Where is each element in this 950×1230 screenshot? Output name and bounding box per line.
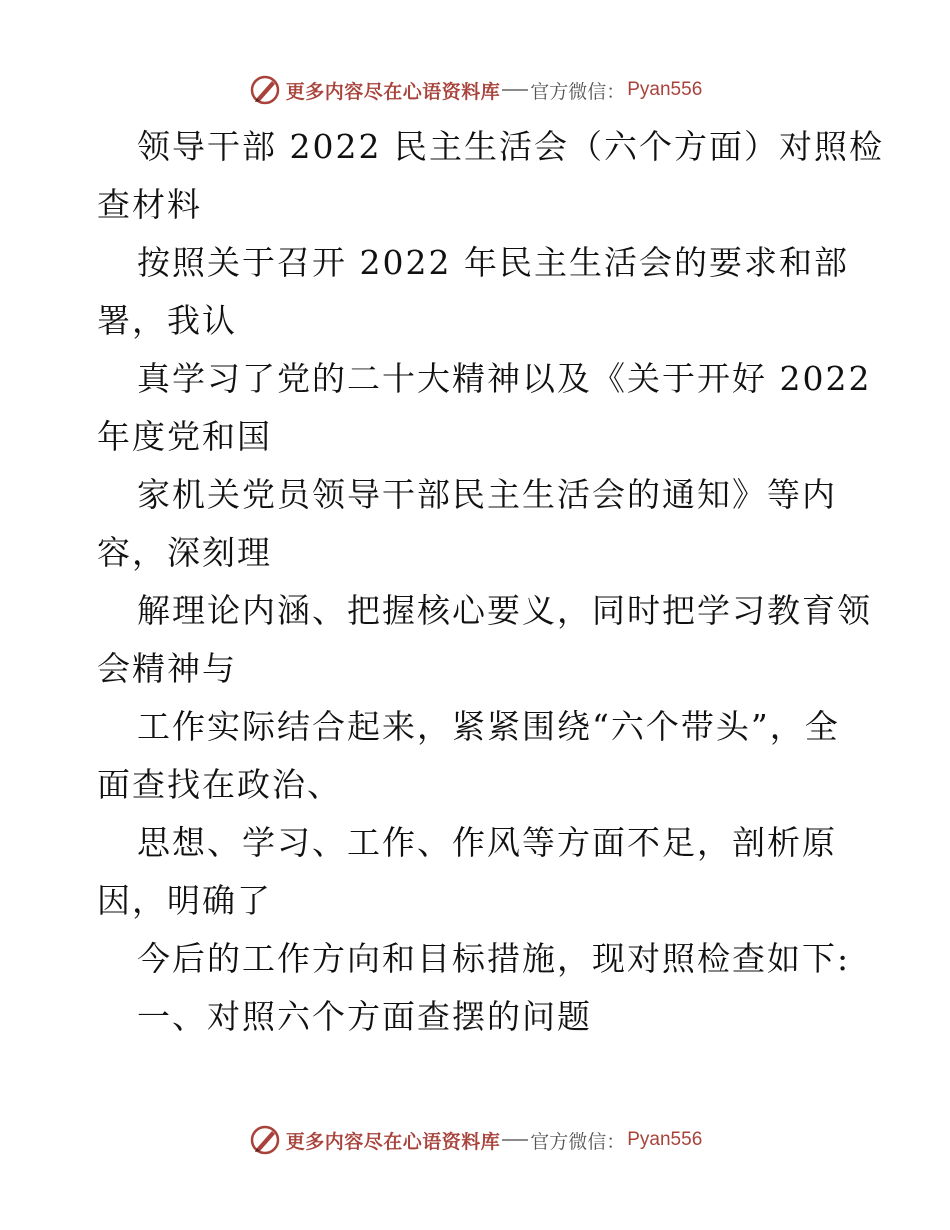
watermark-dash [502, 89, 528, 91]
text-line: 一、对照六个方面查摆的问题 [137, 997, 592, 1036]
header-watermark [0, 70, 950, 110]
text-line: 容，深刻理 [97, 533, 272, 572]
text-line: 会精神与 [97, 649, 237, 688]
document-body [97, 118, 884, 1046]
watermark-wechat-id: Pyan556 [627, 1129, 703, 1150]
text-line: 因，明确了 [97, 881, 272, 920]
text-line: 面查找在政治、 [97, 765, 342, 804]
pen-logo-icon [248, 73, 282, 107]
watermark-wechat-label: 官方微信： [530, 1130, 626, 1153]
text-line: 署，我认 [97, 301, 237, 340]
footer-watermark [0, 1120, 950, 1160]
text-line: 真学习了党的二十大精神以及《关于开好 2022 [137, 359, 872, 398]
watermark-wechat-label: 官方微信： [530, 80, 626, 103]
watermark-dash [502, 1139, 528, 1141]
text-line: 查材料 [97, 185, 202, 224]
pen-logo-icon [248, 1123, 282, 1157]
text-line: 工作实际结合起来，紧紧围绕“六个带头”，全 [137, 707, 840, 746]
text-line: 解理论内涵、把握核心要义，同时把学习教育领 [137, 591, 872, 630]
text-line: 年度党和国 [97, 417, 272, 456]
watermark-site-name: 更多内容尽在心语资料库 [285, 1130, 501, 1153]
text-line: 领导干部 2022 民主生活会（六个方面）对照检 [137, 127, 884, 166]
text-line: 家机关党员领导干部民主生活会的通知》等内 [137, 475, 837, 514]
text-line: 思想、学习、工作、作风等方面不足，剖析原 [137, 823, 837, 862]
text-line: 今后的工作方向和目标措施，现对照检查如下: [137, 939, 851, 978]
watermark-site-name: 更多内容尽在心语资料库 [285, 80, 501, 103]
watermark-wechat-id: Pyan556 [627, 79, 703, 100]
text-line: 按照关于召开 2022 年民主生活会的要求和部 [137, 243, 849, 282]
